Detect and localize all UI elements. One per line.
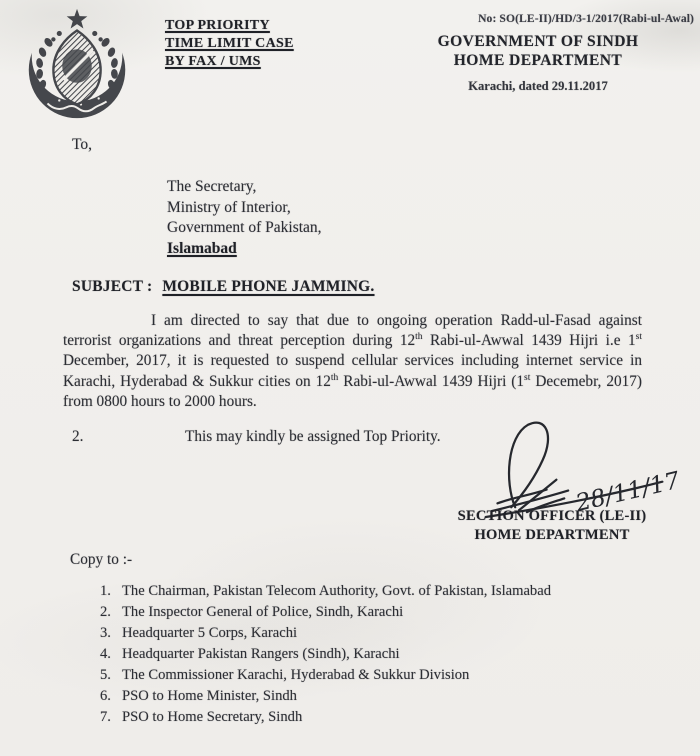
item-number: 7. [100,709,111,725]
signatory-department: HOME DEPARTMENT [474,527,630,543]
item-text: Headquarter 5 Corps, Karachi [122,625,298,641]
letterhead [382,12,694,94]
handwritten-signature-icon [468,415,684,519]
copy-to-item [100,602,551,623]
copy-to-label: Copy to :- [70,551,133,568]
item-text: PSO to Home Minister, Sindh [122,688,297,704]
signatory-block [412,507,692,545]
body-text: December, 2017, it is requested to suspend cellular services including internet service in Karachi, Hyderabad & Sukkur cities on 12 [63,352,642,390]
salutation: To, [72,136,93,153]
superscript: st [524,372,531,383]
body-text: Rabi-ul-Awwal 1439 Hijri i.e 1 [422,332,636,350]
recipient-city: Islamabad [167,239,237,257]
copy-to-item [100,707,551,728]
subject-text: MOBILE PHONE JAMMING. [162,278,375,295]
government-title: GOVERNMENT OF SINDH [437,33,639,50]
body-text: This may kindly be assigned Top Priority. [185,428,441,445]
copy-to-item [100,623,551,644]
recipient-line: The Secretary, [167,178,257,195]
copy-to-item [100,644,551,665]
priority-line: TOP PRIORITY [165,18,270,33]
body-text: Rabi-ul-Awwal 1439 Hijri (1 [338,372,525,390]
subject-label: SUBJECT : [72,278,153,295]
priority-line: TIME LIMIT CASE [165,36,294,51]
body-paragraph-1 [63,311,642,412]
body-paragraph-2 [72,428,441,446]
item-text: The Commissioner Karachi, Hyderabad & Sukkur Division [122,667,470,683]
item-number: 3. [100,625,111,641]
recipient-line: Ministry of Interior, [167,198,291,216]
item-number: 1. [100,583,111,599]
item-number: 5. [100,667,111,683]
item-number: 2. [100,604,111,620]
superscript: th [415,332,423,343]
recipient-address [167,177,322,259]
copy-to-list [100,581,551,728]
copy-to-item [100,686,551,707]
signature-date: 28/11/17 [573,465,683,517]
superscript: st [635,332,642,343]
copy-to-item [100,581,551,602]
department-title: HOME DEPARTMENT [453,52,623,69]
body-text: I am directed to say that due to ongoing operation Radd-ul-Fasad against terrorist organizations and threat perception during 12 [63,312,642,350]
item-text: The Chairman, Pakistan Telecom Authority, Govt. of Pakistan, Islamabad [122,583,552,599]
place-and-date: Karachi, dated 29.11.2017 [468,79,608,93]
subject-line [72,278,375,296]
item-text: Headquarter Pakistan Rangers (Sindh), Karachi [122,646,400,662]
copy-to-item [100,665,551,686]
sindh-government-emblem-icon [14,6,142,124]
item-text: PSO to Home Secretary, Sindh [122,709,303,725]
item-number: 6. [100,688,111,704]
priority-stamp-block [165,17,294,71]
signatory-title: SECTION OFFICER (LE-II) [457,508,647,524]
body-text: Decemebr, 2017) from 0800 hours to 2000 hours. [63,372,643,410]
priority-line: BY FAX / UMS [165,54,261,69]
paragraph-number: 2. [72,428,84,445]
superscript: th [330,372,339,383]
item-text: The Inspector General of Police, Sindh, Karachi [122,604,404,620]
recipient-line: Government of Pakistan, [167,219,322,237]
item-number: 4. [100,646,111,662]
reference-number: No: SO(LE-II)/HD/3-1/2017(Rabi-ul-Awal) [478,12,694,25]
